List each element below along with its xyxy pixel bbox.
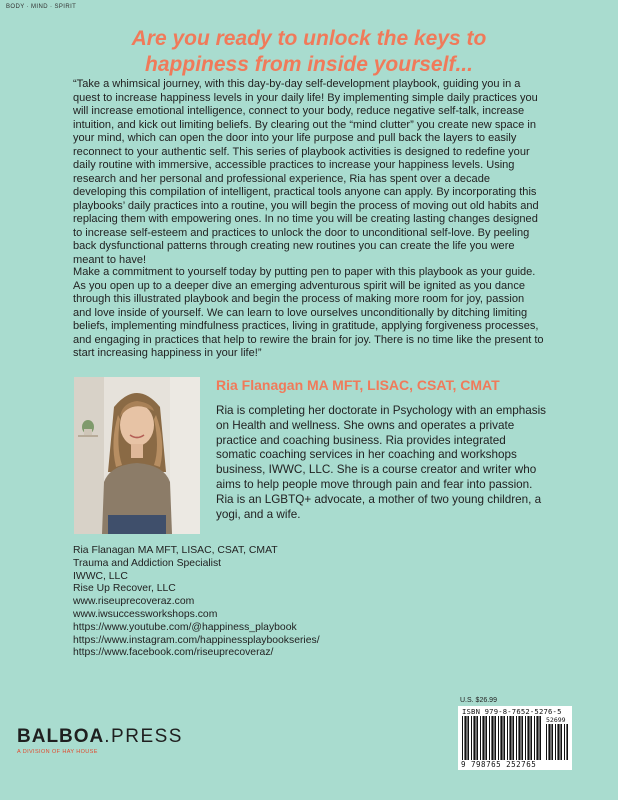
- author-portrait-illustration: [74, 377, 200, 534]
- isbn-text: ISBN 979-8-7652-5276-5: [462, 707, 562, 716]
- publisher-tagline: A DIVISION OF HAY HOUSE: [17, 749, 98, 755]
- barcode-bars-addon: [546, 724, 568, 760]
- barcode-bars-main: [462, 716, 542, 760]
- publisher-logo: [17, 727, 183, 755]
- publisher-name: [17, 727, 183, 747]
- contact-link-facebook[interactable]: https://www.facebook.com/riseuprecoveraz/: [73, 647, 274, 659]
- category-label: BODY · MIND · SPIRIT: [6, 4, 77, 10]
- isbn-barcode: [458, 706, 572, 770]
- contact-link-instagram[interactable]: https://www.instagram.com/happinessplaybookseries/: [73, 634, 320, 646]
- headline-line-1: Are you ready to unlock the keys to: [131, 27, 487, 50]
- contact-company-1: IWWC, LLC: [73, 570, 128, 582]
- publisher-name-bold: BALBOA: [17, 726, 105, 747]
- description-paragraph-1: “Take a whimsical journey, with this day-by-day self-development playbook, guiding you in a quest to increase happiness levels in your daily life! By implementing simple daily practices you will increase emotional intelligence, connect to your body, reduce negative self-talk, increase intuition, and kick out limiting beliefs. By clearing out the “mind clutter” you create new space in your mind, which can open the door into your life purpose and pull back the layers to easily reconnect to your authentic self. This series of playbook activities is designed to redefine your daily routine with immersive, accessible practices to increase your happiness levels. Using research and her personal and professional experience, Ria has spent over a decade developing this compilation of intelligent, practical tools anyone can apply. By incorporating this playbooks’ daily practices into a routine, you will begin the process of moving out old habits and replacing them with empowering ones. In no time you will be creating lasting changes designed to increase self-esteem and practices to unlock the door to unconditional self-love. By peeling back dysfunctional patterns through creating new routines you can create the life you were meant to have!: [73, 78, 539, 266]
- publisher-name-light: .PRESS: [104, 726, 183, 747]
- headline-line-2: happiness from inside yourself...: [145, 53, 473, 76]
- contact-name: Ria Flanagan MA MFT, LISAC, CSAT, CMAT: [73, 545, 278, 556]
- description-paragraph-2: Make a commitment to yourself today by putting pen to paper with this playbook as your guide. As you open up to a deeper dive an emerging adventurous spirit will be ignited as you dance through this illustrated playbook and begin the process of making more room for joy, passion and love inside of yourself. We can learn to love ourselves unconditionally by ditching limiting beliefs, implementing mindfulness practices, living in gratitude, applying forgiveness processes, and engaging in practices that help to rewire the brain for joy. There is no time like the present to start increasing happiness in your life!”: [73, 266, 544, 359]
- author-name-heading: Ria Flanagan MA MFT, LISAC, CSAT, CMAT: [216, 377, 500, 393]
- author-bio: Ria is completing her doctorate in Psychology with an emphasis on Health and wellness. She owns and operates a private practice and coaching business. Ria provides integrated somatic coaching services in her coaching and workshops business, IWWC, LLC. She is a course creator and writer who aims to help people move through pain and fear into passion. Ria is an LGBTQ+ advocate, a mother of two young children, a yogi, and a wife.: [216, 404, 547, 521]
- barcode-addon-digits: 52699: [546, 716, 566, 724]
- contact-link-website-1[interactable]: www.riseuprecoveraz.com: [73, 596, 195, 608]
- barcode-digits: 9 798765 252765: [461, 760, 537, 769]
- headline: [0, 26, 618, 78]
- contact-link-youtube[interactable]: https://www.youtube.com/@happiness_playbook: [73, 621, 297, 633]
- contact-title: Trauma and Addiction Specialist: [73, 557, 222, 569]
- contact-link-website-2[interactable]: www.iwsuccessworkshops.com: [73, 608, 218, 620]
- contact-company-2: Rise Up Recover, LLC: [73, 583, 176, 595]
- contact-block: [73, 545, 320, 660]
- price-label: U.S. $26.99: [460, 697, 497, 704]
- author-photo: [74, 377, 200, 534]
